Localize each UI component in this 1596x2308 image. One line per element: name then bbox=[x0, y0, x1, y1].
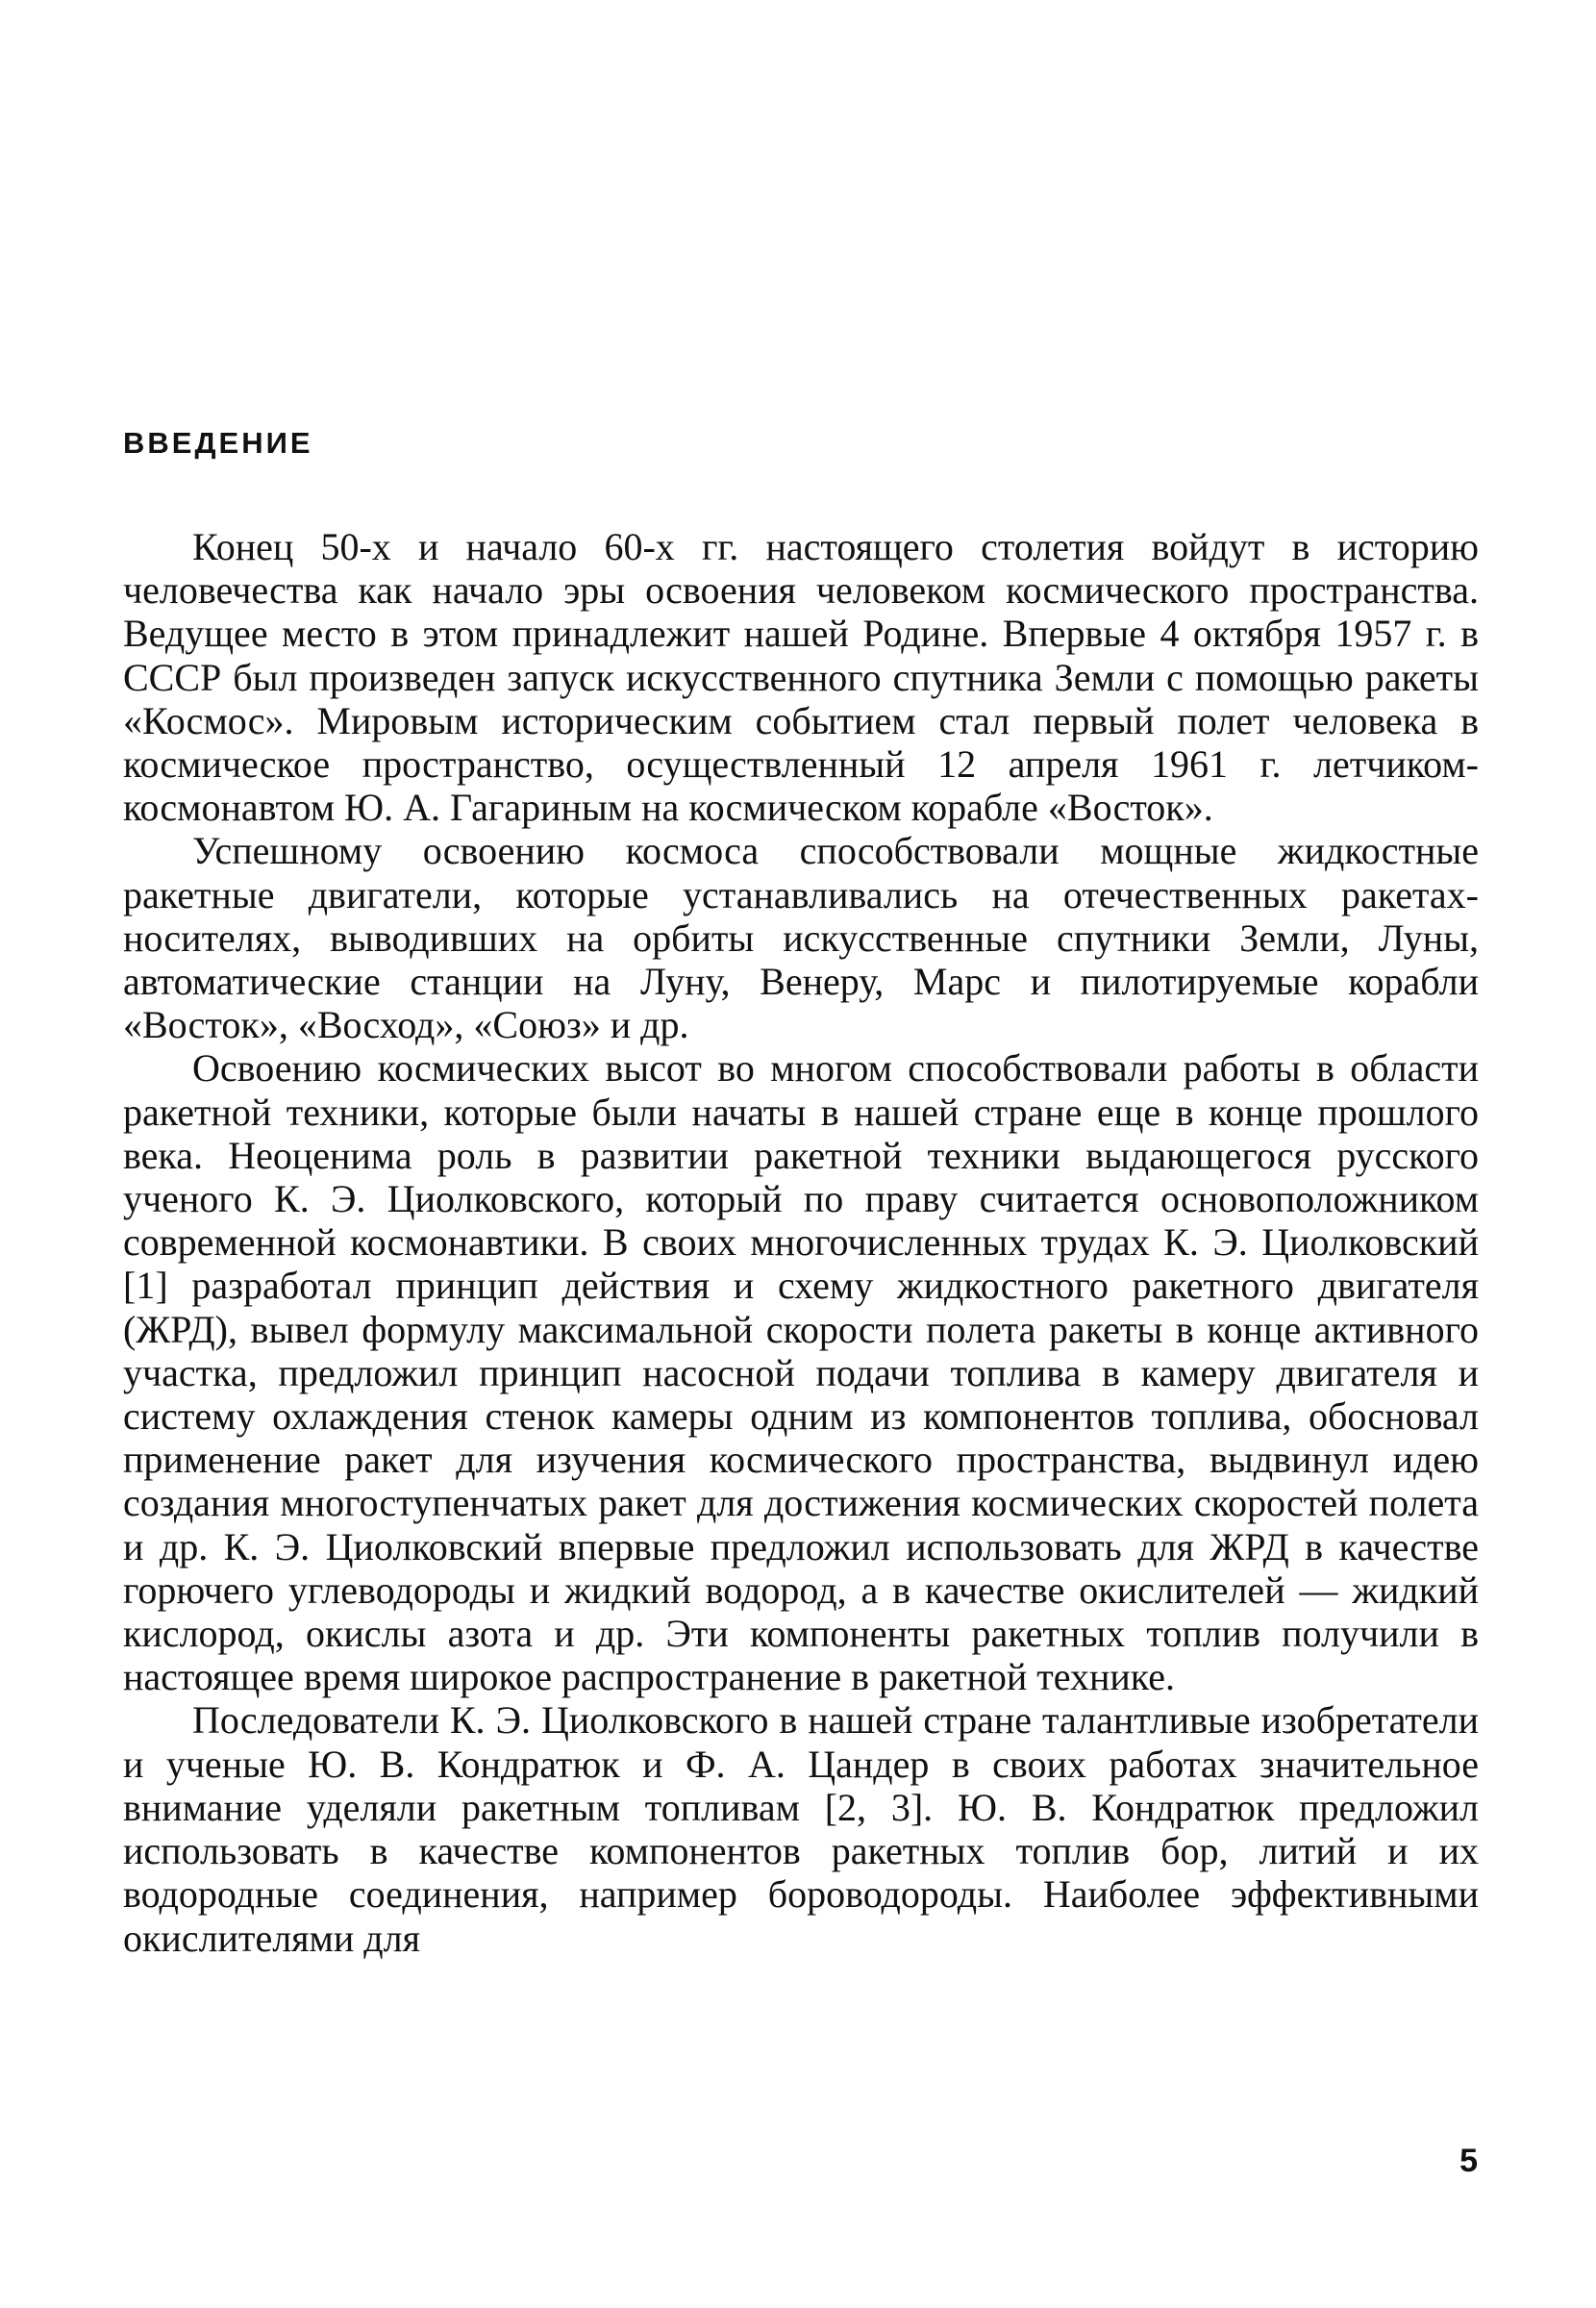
page-number: 5 bbox=[1459, 2143, 1478, 2179]
paragraph-3: Освоению космических высот во многом способствовали работы в области ракетной техники, которые были начаты в нашей стране еще в конце прошлого века. Неоценима роль в развитии ракетной техники выдающегося русского ученого К. Э. Циолковского, который по праву считается основоположником современной космонавтики. В своих многочисленных трудах К. Э. Циолковский [1] разработал принцип действия и схему жидкостного ракетного двигателя (ЖРД), вывел формулу максимальной скорости полета ракеты в конце активного участка, предложил принцип насосной подачи топлива в камеру двигателя и систему охлаждения стенок камеры одним из компонентов топлива, обосновал применение ракет для изучения космического пространства, выдвинул идею создания многоступенчатых ракет для достижения космических скоростей полета и др. К. Э. Циолковский впервые предложил использовать для ЖРД в качестве горючего углеводороды и жидкий водород, а в качестве окислителей — жидкий кислород, окислы азота и др. Эти компоненты ракетных топлив получили в настоящее время широкое распространение в ракетной технике. bbox=[123, 1046, 1479, 1699]
paragraph-4: Последователи К. Э. Циолковского в нашей стране талантливые изобретатели и ученые Ю. В. Кондратюк и Ф. А. Цандер в своих работах значительное внимание уделяли ракетным топливам [2, 3]. Ю. В. Кондратюк предложил использовать в качестве компонентов ракетных топлив бор, литий и их водородные соединения, например бороводороды. Наиболее эффективными окислителями для bbox=[123, 1698, 1479, 1960]
paragraph-2: Успешному освоению космоса способствовали мощные жидкостные ракетные двигатели, которые устанавливались на отечественных ракетах-носителях, выводивших на орбиты искусственные спутники Земли, Луны, автоматические станции на Луну, Венеру, Марс и пилотируемые корабли «Восток», «Восход», «Союз» и др. bbox=[123, 829, 1479, 1047]
chapter-heading: ВВЕДЕНИЕ bbox=[123, 426, 313, 460]
body-text bbox=[123, 525, 1479, 1960]
paragraph-1: Конец 50-х и начало 60-х гг. настоящего столетия войдут в историю человечества как начало эры освоения человеком космического пространства. Ведущее место в этом принадлежит нашей Родине. Впервые 4 октября 1957 г. в СССР был произведен запуск искусственного спутника Земли с помощью ракеты «Космос». Мировым историческим событием стал первый полет человека в космическое пространство, осуществленный 12 апреля 1961 г. летчиком-космонавтом Ю. А. Гагариным на космическом корабле «Восток». bbox=[123, 525, 1479, 830]
